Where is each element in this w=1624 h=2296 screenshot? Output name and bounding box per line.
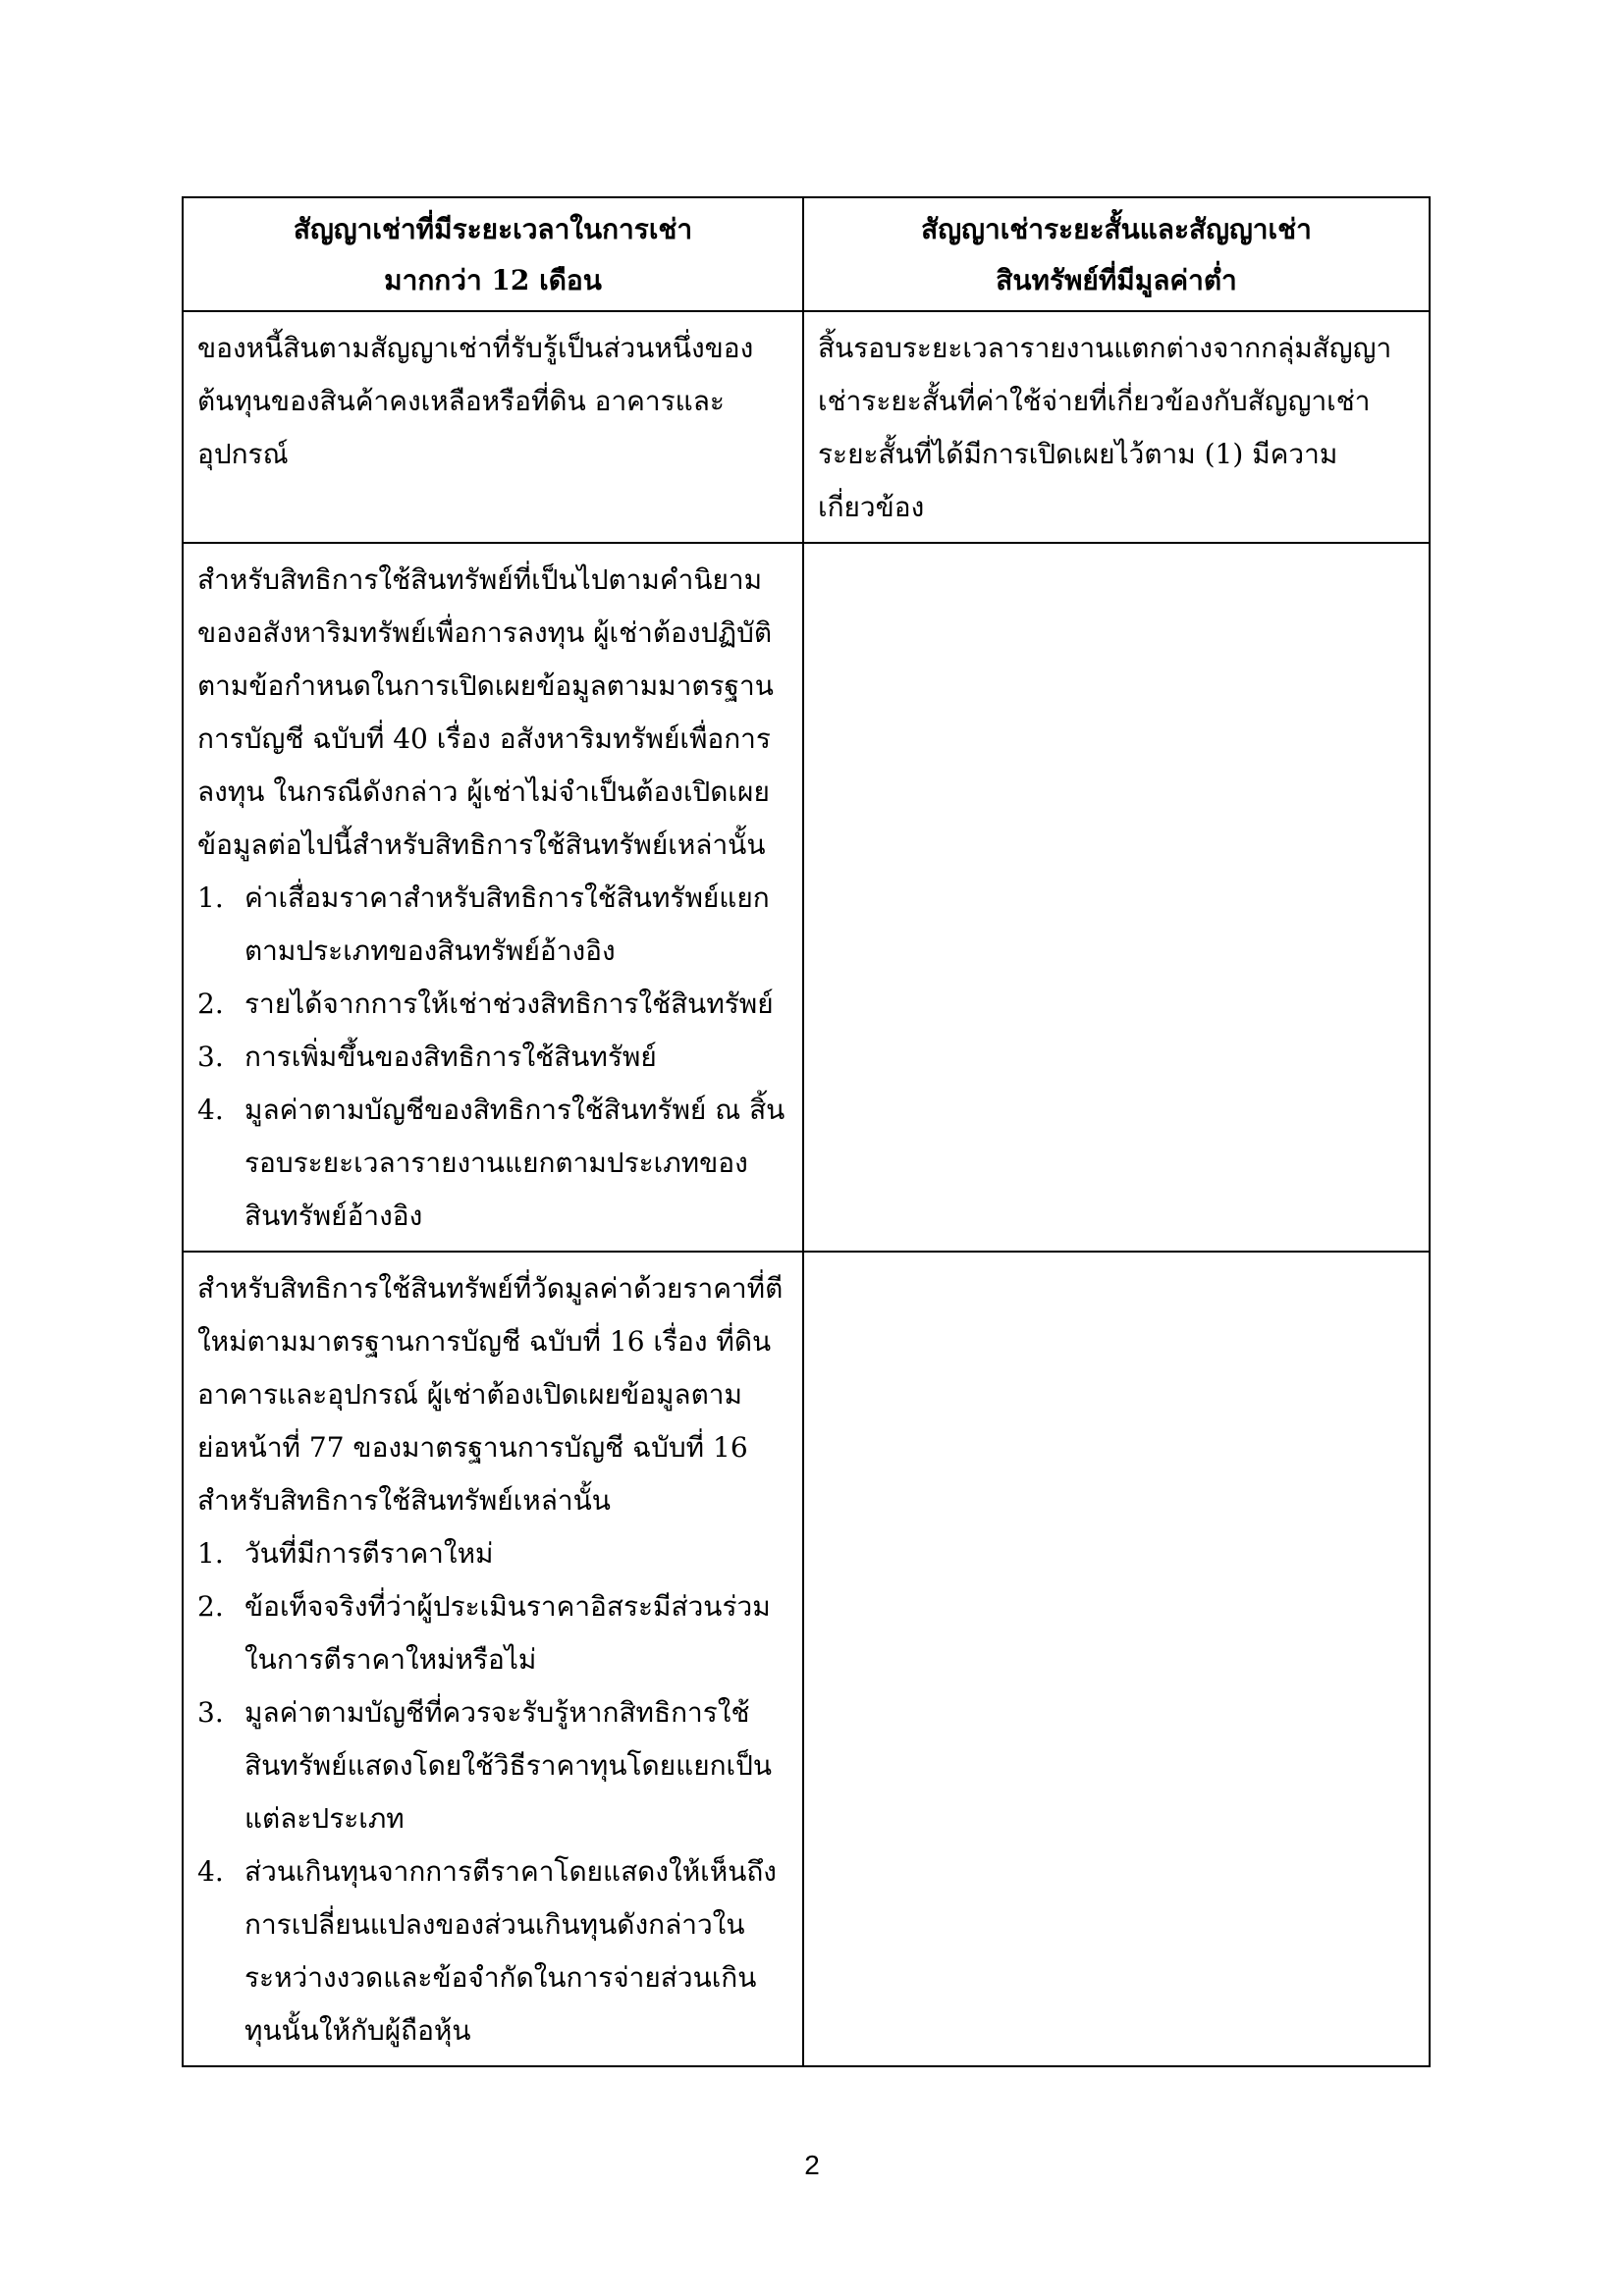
- table-row: [183, 1252, 1430, 2066]
- list-item-number: 3.: [197, 1696, 224, 1729]
- row3-intro: สำหรับสิทธิการใช้สินทรัพย์ที่วัดมูลค่าด้วยราคาที่ตีใหม่ตามมาตรฐานการบัญชี ฉบับที่ 16 เรื่อง ที่ดิน อาคารและอุปกรณ์ ผู้เช่าต้องเปิดเผยข้อมูลตามย่อหน้าที่ 77 ของมาตรฐานการบัญชี ฉบับที่ 16 สำหรับสิทธิการใช้สินทรัพย์เหล่านั้น: [197, 1272, 784, 1517]
- table-row: [183, 311, 1430, 543]
- header-left-line-2: มากกว่า 12 เดือน: [384, 264, 602, 296]
- list-item: [197, 872, 788, 978]
- list-item: [197, 1580, 788, 1686]
- row2-left-cell: [183, 543, 803, 1252]
- header-right-line-2: สินทรัพย์ที่มีมูลค่าต่ำ: [996, 264, 1237, 296]
- list-item-number: 3.: [197, 1041, 224, 1073]
- row1-right-text: สิ้นรอบระยะเวลารายงานแตกต่างจากกลุ่มสัญญาเช่าระยะสั้นที่ค่าใช้จ่ายที่เกี่ยวข้องกับสัญญาเช่าระยะสั้นที่ได้มีการเปิดเผยไว้ตาม (1) มีความเกี่ยวข้อง: [818, 332, 1392, 523]
- row3-left-cell: [183, 1252, 803, 2066]
- list-item-number: 4.: [197, 1094, 224, 1126]
- list-item-number: 2.: [197, 1590, 224, 1623]
- list-item-text: มูลค่าตามบัญชีที่ควรจะรับรู้หากสิทธิการใช้สินทรัพย์แสดงโดยใช้วิธีราคาทุนโดยแยกเป็นแต่ละประเภท: [244, 1696, 773, 1835]
- list-item-number: 1.: [197, 1537, 224, 1570]
- row1-left-text: ของหนี้สินตามสัญญาเช่าที่รับรู้เป็นส่วนหนึ่งของต้นทุนของสินค้าคงเหลือหรือที่ดิน อาคารและอุปกรณ์: [197, 332, 754, 470]
- table-header-row: [183, 197, 1430, 311]
- header-left: [183, 197, 803, 311]
- list-item-text: รายได้จากการให้เช่าช่วงสิทธิการใช้สินทรัพย์: [244, 988, 774, 1020]
- list-item: [197, 1845, 788, 2057]
- page-number: 2: [804, 2150, 820, 2180]
- row1-left-cell: [183, 311, 803, 543]
- list-item-text: ส่วนเกินทุนจากการตีราคาโดยแสดงให้เห็นถึงการเปลี่ยนแปลงของส่วนเกินทุนดังกล่าวในระหว่างงวดและข้อจำกัดในการจ่ายส่วนเกินทุนนั้นให้กับผู้ถือหุ้น: [244, 1855, 777, 2047]
- row1-right-cell: [803, 311, 1430, 543]
- row3-right-cell: [803, 1252, 1430, 2066]
- header-right: [803, 197, 1430, 311]
- list-item-text: มูลค่าตามบัญชีของสิทธิการใช้สินทรัพย์ ณ สิ้นรอบระยะเวลารายงานแยกตามประเภทของสินทรัพย์อ้างอิง: [244, 1094, 785, 1232]
- list-item-text: วันที่มีการตีราคาใหม่: [244, 1537, 494, 1570]
- list-item: [197, 1686, 788, 1845]
- list-item: [197, 1031, 788, 1084]
- list-item: [197, 1527, 788, 1580]
- table-row: [183, 543, 1430, 1252]
- list-item: [197, 1084, 788, 1243]
- list-item-text: ข้อเท็จจริงที่ว่าผู้ประเมินราคาอิสระมีส่วนร่วมในการตีราคาใหม่หรือไม่: [244, 1590, 771, 1676]
- list-item-number: 1.: [197, 881, 224, 914]
- row2-intro: สำหรับสิทธิการใช้สินทรัพย์ที่เป็นไปตามคำนิยามของอสังหาริมทรัพย์เพื่อการลงทุน ผู้เช่าต้องปฏิบัติตามข้อกำหนดในการเปิดเผยข้อมูลตามมาตรฐานการบัญชี ฉบับที่ 40 เรื่อง อสังหาริมทรัพย์เพื่อการลงทุน ในกรณีดังกล่าว ผู้เช่าไม่จำเป็นต้องเปิดเผยข้อมูลต่อไปนี้สำหรับสิทธิการใช้สินทรัพย์เหล่านั้น: [197, 563, 774, 861]
- row2-numbered-list: [197, 872, 788, 1243]
- list-item-number: 2.: [197, 988, 224, 1020]
- disclosure-table: [182, 196, 1431, 2067]
- list-item: [197, 978, 788, 1031]
- row3-numbered-list: [197, 1527, 788, 2057]
- header-right-line-1: สัญญาเช่าระยะสั้นและสัญญาเช่า: [921, 213, 1312, 245]
- list-item-number: 4.: [197, 1855, 224, 1888]
- list-item-text: ค่าเสื่อมราคาสำหรับสิทธิการใช้สินทรัพย์แยกตามประเภทของสินทรัพย์อ้างอิง: [244, 881, 770, 967]
- header-left-line-1: สัญญาเช่าที่มีระยะเวลาในการเช่า: [293, 213, 693, 245]
- list-item-text: การเพิ่มขึ้นของสิทธิการใช้สินทรัพย์: [244, 1041, 657, 1073]
- row2-right-cell: [803, 543, 1430, 1252]
